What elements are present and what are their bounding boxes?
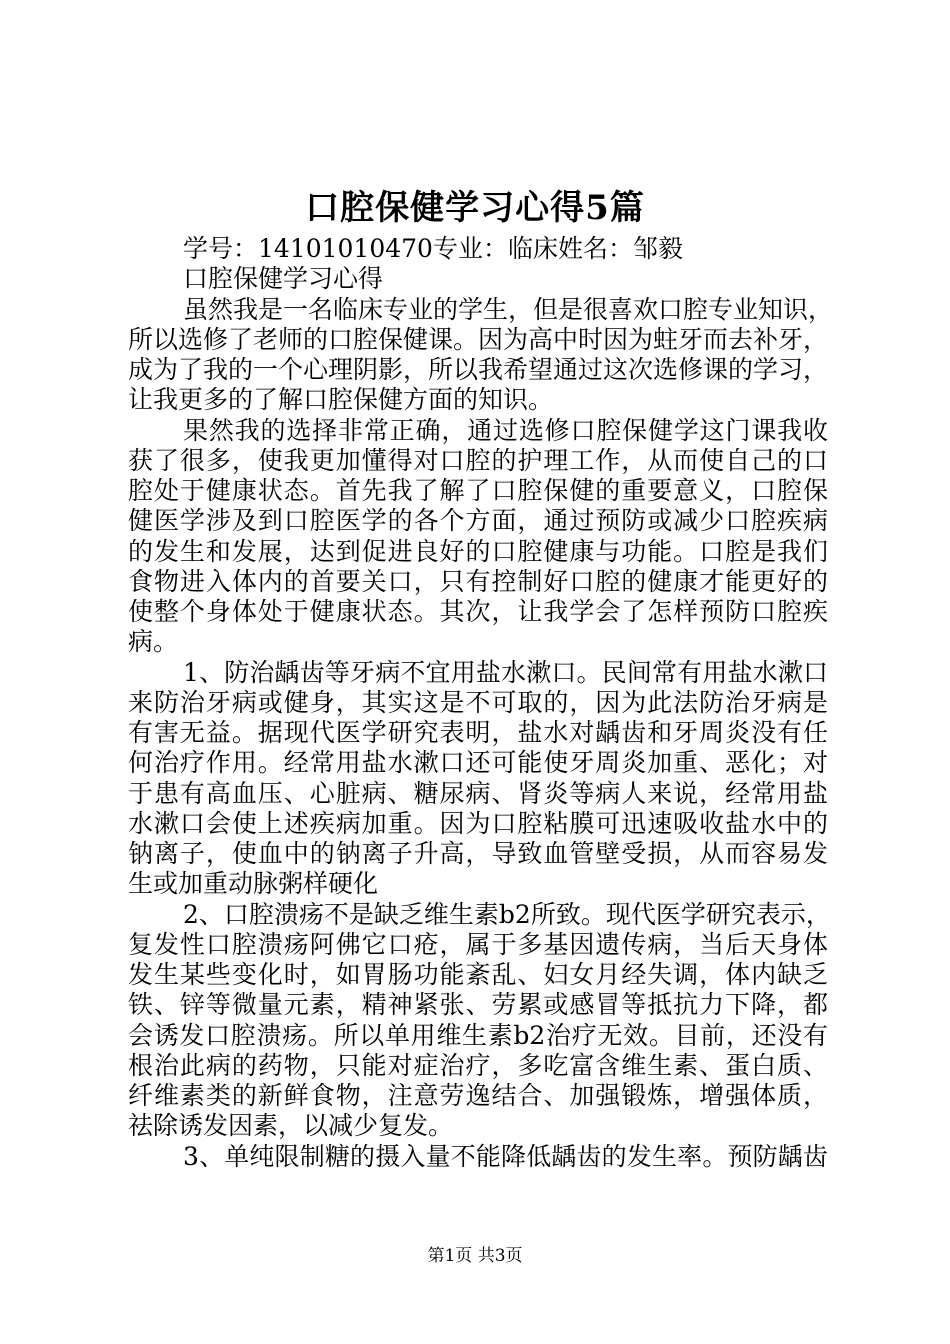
text-line: 腔处于健康状态。首先我了解了口腔保健的重要意义，口腔保	[128, 476, 828, 505]
text-line: 会诱发口腔溃疡。所以单用维生素b2治疗无效。目前，还没有	[128, 1020, 828, 1050]
text-line: 铁、锌等微量元素，精神紧张、劳累或感冒等抵抗力下降，都	[128, 990, 828, 1020]
text-line: 发生某些变化时，如胃肠功能紊乱、妇女月经失调，体内缺乏	[128, 960, 828, 989]
text-line: 复发性口腔溃疡阿佛它口疮，属于多基因遗传病，当后天身体	[128, 929, 828, 959]
text-line: 口腔保健学习心得	[183, 264, 384, 294]
text-line: 果然我的选择非常正确，通过选修口腔保健学这门课我收	[183, 415, 828, 445]
text-line: 病。	[128, 627, 179, 657]
text-line: 根治此病的药物，只能对症治疗，多吃富含维生素、蛋白质、	[128, 1050, 828, 1080]
text-line: 何治疗作用。经常用盐水漱口还可能使牙周炎加重、恶化；对	[128, 748, 828, 778]
text-line: 食物进入体内的首要关口，只有控制好口腔的健康才能更好的	[128, 566, 828, 596]
text-line: 使整个身体处于健康状态。其次，让我学会了怎样预防口腔疾	[128, 597, 828, 626]
document-body	[128, 234, 834, 1172]
text-line: 来防治牙病或健身，其实这是不可取的，因为此法防治牙病是	[128, 687, 828, 717]
text-line: 让我更多的了解口腔保健方面的知识。	[128, 385, 554, 415]
text-line: 有害无益。据现代医学研究表明，盐水对龋齿和牙周炎没有任	[128, 718, 828, 747]
text-line: 3、单纯限制糖的摄入量不能降低龋齿的发生率。预防龋齿	[183, 1141, 828, 1171]
text-line: 2、口腔溃疡不是缺乏维生素b2所致。现代医学研究表示，	[183, 899, 831, 929]
text-line: 学号：14101010470专业：临床姓名：邹毅	[183, 234, 683, 263]
text-line: 成为了我的一个心理阴影，所以我希望通过这次选修课的学习，	[128, 355, 829, 384]
text-line: 虽然我是一名临床专业的学生，但是很喜欢口腔专业知识，	[183, 294, 834, 324]
text-line: 健医学涉及到口腔医学的各个方面，通过预防或减少口腔疾病	[128, 506, 828, 536]
text-line: 祛除诱发因素，以减少复发。	[128, 1111, 454, 1141]
text-line: 1、防治龋齿等牙病不宜用盐水漱口。民间常有用盐水漱口	[183, 657, 828, 687]
page-footer: 第1页 共3页	[427, 1246, 523, 1266]
text-line: 所以选修了老师的口腔保健课。因为高中时因为蛀牙而去补牙，	[128, 324, 829, 354]
text-line: 水漱口会使上述疾病加重。因为口腔粘膜可迅速吸收盐水中的	[128, 808, 828, 838]
text-line: 钠离子，使血中的钠离子升高，导致血管壁受损，从而容易发	[128, 839, 828, 868]
text-line: 的发生和发展，达到促进良好的口腔健康与功能。口腔是我们	[128, 536, 828, 566]
document-title: 口腔保健学习心得5篇	[305, 188, 645, 228]
text-line: 于患有高血压、心脏病、糖尿病、肾炎等病人来说，经常用盐	[128, 778, 828, 808]
text-line: 生或加重动脉粥样硬化	[128, 869, 379, 899]
text-line: 纤维素类的新鲜食物，注意劳逸结合、加强锻炼，增强体质，	[128, 1081, 828, 1110]
text-line: 获了很多，使我更加懂得对口腔的护理工作，从而使自己的口	[128, 445, 828, 475]
